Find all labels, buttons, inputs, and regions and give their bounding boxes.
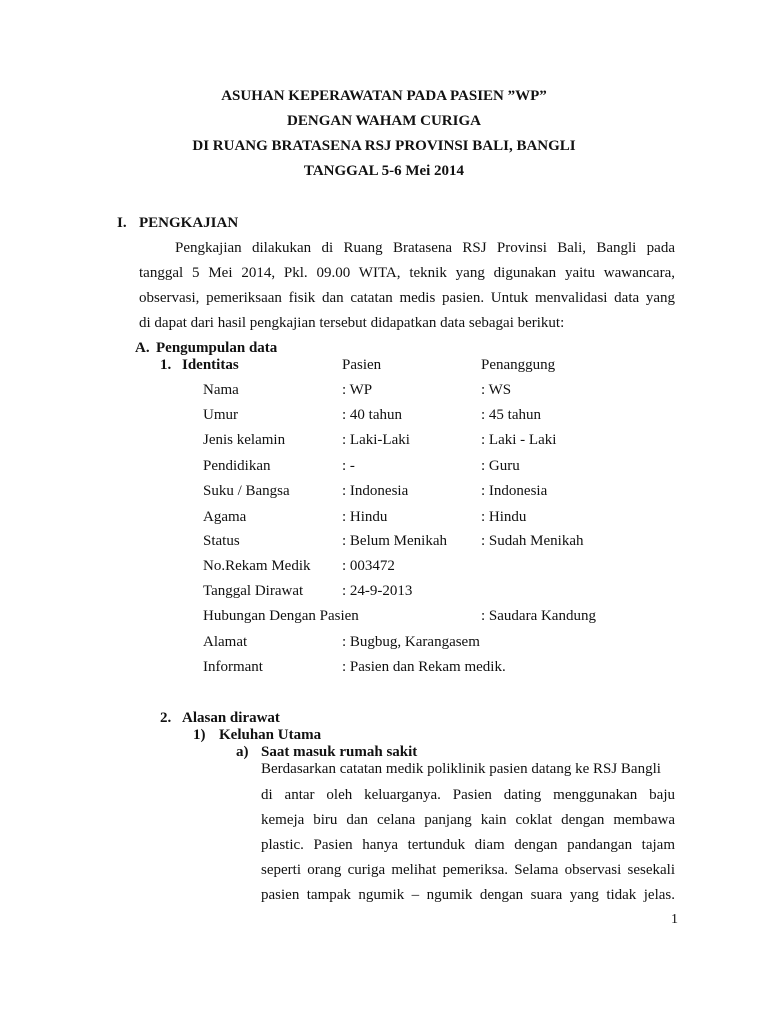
section-number: I. [117, 215, 127, 231]
row-pasien-value: : Laki-Laki [342, 432, 410, 448]
page-number: 1 [671, 912, 678, 927]
paragraph-line: pasien tampak ngumik – ngumik dengan suara yang tidak jelas. [261, 887, 675, 903]
alasan-heading: Alasan dirawat [182, 710, 280, 726]
row-penanggung-value: : Laki - Laki [481, 432, 557, 448]
row-label: Informant [203, 659, 263, 675]
title-line-3: DI RUANG BRATASENA RSJ PROVINSI BALI, BANGLI [192, 138, 576, 154]
paragraph-line: di dapat dari hasil pengkajian tersebut didapatkan data sebagai berikut: [139, 315, 565, 331]
row-label: Umur [203, 407, 238, 423]
paragraph-line: seperti orang curiga melihat pemeriksa. Selama observasi sesekali [261, 862, 675, 878]
row-pasien-value: : Pasien dan Rekam medik. [342, 659, 506, 675]
keluhan-heading: Keluhan Utama [219, 727, 322, 743]
paragraph-line: di antar oleh keluarganya. Pasien dating menggunakan baju [261, 787, 675, 803]
row-penanggung-value: : WS [481, 382, 512, 398]
subsection-label: A. [135, 340, 150, 356]
row-label: No.Rekam Medik [203, 558, 311, 574]
row-label: Nama [203, 382, 239, 398]
row-pasien-value: : 24-9-2013 [342, 583, 413, 599]
paragraph-line: kemeja biru dan celana panjang kain coklat dengan membawa [261, 812, 675, 828]
row-pasien-value: : WP [342, 382, 373, 398]
item-number: 1. [160, 357, 172, 373]
title-line-4: TANGGAL 5-6 Mei 2014 [303, 163, 465, 179]
row-label: Agama [203, 509, 247, 525]
paragraph-line: tanggal 5 Mei 2014, Pkl. 09.00 WITA, teknik yang digunakan yaitu wawancara, [139, 265, 675, 281]
subsubitem-number: a) [236, 744, 249, 760]
section-heading: PENGKAJIAN [139, 215, 239, 231]
row-pasien-value: : 003472 [342, 558, 395, 574]
row-label: Alamat [203, 634, 248, 650]
paragraph-line: Pengkajian dilakukan di Ruang Bratasena RSJ Provinsi Bali, Bangli pada [175, 240, 675, 256]
column-header-pasien: Pasien [342, 357, 382, 373]
row-pasien-value: : - [342, 458, 355, 474]
row-penanggung-value: : Saudara Kandung [481, 608, 596, 624]
row-pasien-value: : Indonesia [342, 483, 409, 499]
item-number: 2. [160, 710, 172, 726]
row-penanggung-value: : 45 tahun [481, 407, 541, 423]
row-pasien-value: : 40 tahun [342, 407, 402, 423]
row-label: Pendidikan [203, 458, 271, 474]
row-penanggung-value: : Guru [481, 458, 520, 474]
title-line-2: DENGAN WAHAM CURIGA [287, 113, 481, 129]
row-pasien-value: : Hindu [342, 509, 388, 525]
column-header-penanggung: Penanggung [481, 357, 556, 373]
row-pasien-value: : Belum Menikah [342, 533, 447, 549]
paragraph-line: plastic. Pasien hanya tertunduk diam dengan pandangan tajam [261, 837, 675, 853]
subitem-number: 1) [193, 727, 206, 743]
row-label: Hubungan Dengan Pasien [203, 608, 359, 624]
row-label: Tanggal Dirawat [203, 583, 304, 599]
row-label: Suku / Bangsa [203, 483, 290, 499]
row-penanggung-value: : Sudah Menikah [481, 533, 584, 549]
identitas-heading: Identitas [182, 357, 239, 373]
paragraph-line: observasi, pemeriksaan fisik dan catatan medis pasien. Untuk menvalidasi data yang [139, 290, 675, 306]
saat-masuk-heading: Saat masuk rumah sakit [261, 744, 418, 760]
row-penanggung-value: : Hindu [481, 509, 527, 525]
row-penanggung-value: : Indonesia [481, 483, 548, 499]
row-pasien-value: : Bugbug, Karangasem [342, 634, 480, 650]
row-label: Jenis kelamin [203, 432, 286, 448]
subsection-heading: Pengumpulan data [156, 340, 278, 356]
paragraph-line: Berdasarkan catatan medik poliklinik pasien datang ke RSJ Bangli [261, 761, 661, 777]
row-label: Status [203, 533, 240, 549]
title-line-1: ASUHAN KEPERAWATAN PADA PASIEN ”WP” [221, 88, 547, 104]
